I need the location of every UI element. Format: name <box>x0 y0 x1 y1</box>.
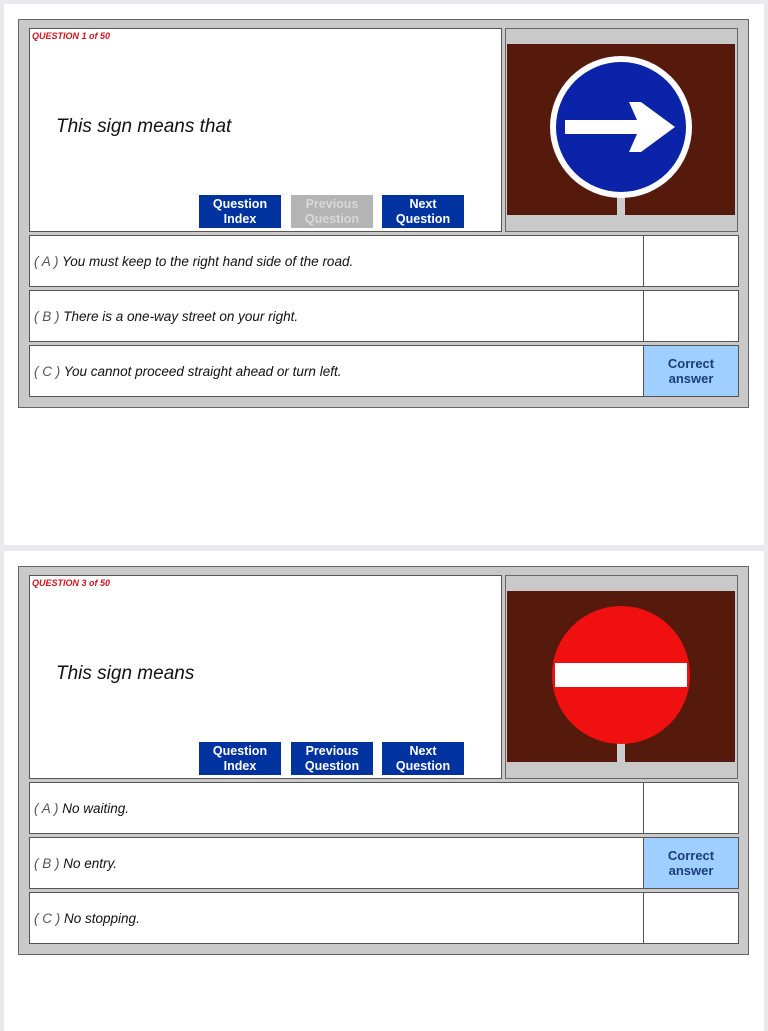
question-number: QUESTION 1 of 50 <box>32 31 111 41</box>
answer-mark <box>643 893 738 943</box>
answer-letter: ( C ) <box>34 364 61 379</box>
question-card-1 <box>4 4 764 545</box>
answer-mark <box>643 291 738 341</box>
answer-text: You must keep to the right hand side of the road. <box>62 254 354 269</box>
answer-option-a[interactable] <box>29 235 739 287</box>
answer-mark <box>643 783 738 833</box>
question-text: This sign means <box>56 663 195 684</box>
correct-answer-badge: Correct answer <box>643 346 738 396</box>
answer-text: There is a one-way street on your right. <box>63 309 299 324</box>
next-question-button[interactable]: Next Question <box>382 742 464 775</box>
correct-answer-badge: Correct answer <box>643 838 738 888</box>
answer-option-c[interactable] <box>29 345 739 397</box>
question-box <box>29 575 502 779</box>
question-index-button[interactable]: Question Index <box>199 742 281 775</box>
answer-letter: ( B ) <box>34 856 60 871</box>
answer-mark <box>643 236 738 286</box>
next-question-button[interactable]: Next Question <box>382 195 464 228</box>
answer-text: No waiting. <box>62 801 130 816</box>
previous-question-button[interactable]: Previous Question <box>291 195 373 228</box>
question-text: This sign means that <box>56 116 232 137</box>
answer-option-b[interactable] <box>29 290 739 342</box>
sign-image <box>505 575 738 779</box>
sign-image <box>505 28 738 232</box>
answer-letter: ( B ) <box>34 309 60 324</box>
answer-text: You cannot proceed straight ahead or turn left. <box>63 364 342 379</box>
answer-option-c[interactable] <box>29 892 739 944</box>
answer-letter: ( A ) <box>34 254 59 269</box>
answer-letter: ( C ) <box>34 911 61 926</box>
answer-option-b[interactable] <box>29 837 739 889</box>
question-frame <box>18 566 749 955</box>
answer-text: No stopping. <box>64 911 140 926</box>
question-number: QUESTION 3 of 50 <box>32 578 111 588</box>
keep-right-sign-icon <box>507 44 735 215</box>
question-card-3 <box>4 551 764 1031</box>
answer-letter: ( A ) <box>34 801 59 816</box>
no-entry-sign-icon <box>507 591 735 762</box>
question-frame <box>18 19 749 408</box>
answer-option-a[interactable] <box>29 782 739 834</box>
answer-text: No entry. <box>63 856 118 871</box>
previous-question-button[interactable]: Previous Question <box>291 742 373 775</box>
question-index-button[interactable]: Question Index <box>199 195 281 228</box>
question-box <box>29 28 502 232</box>
